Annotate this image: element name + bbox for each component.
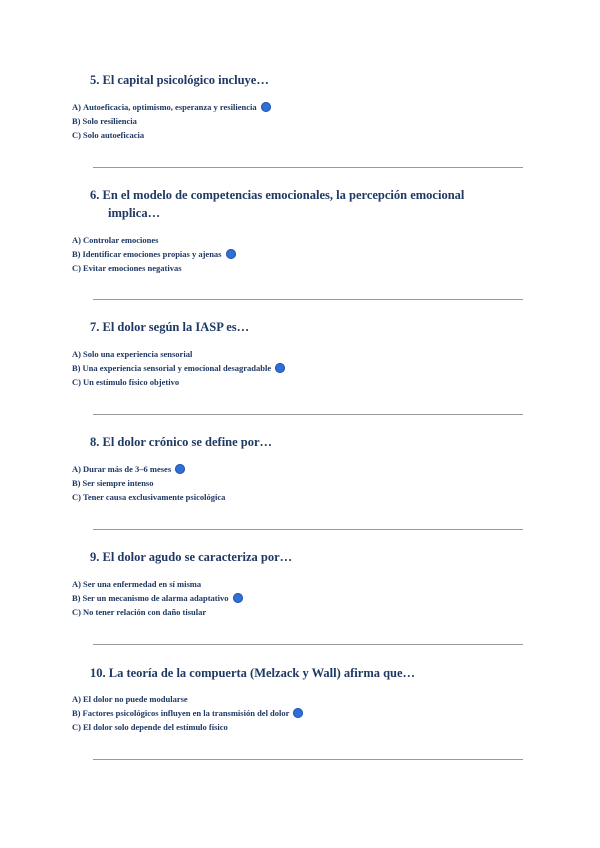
question-title-text: 7. El dolor según la IASP es… (90, 320, 250, 334)
option-a (72, 577, 243, 591)
option-a (72, 692, 303, 706)
option-text: Ser una enfermedad en sí misma (82, 579, 202, 589)
option-letter: A) (72, 464, 81, 474)
option-text: Un estímulo físico objetivo (82, 377, 180, 387)
correct-answer-dot-icon (233, 593, 243, 603)
option-b (72, 706, 303, 720)
option-c (72, 261, 236, 275)
option-letter: C) (72, 607, 81, 617)
divider (93, 644, 523, 645)
option-text: Solo una experiencia sensorial (82, 349, 193, 359)
option-letter: B) (72, 593, 81, 603)
option-b (72, 591, 243, 605)
option-letter: A) (72, 235, 81, 245)
question-title (90, 664, 500, 682)
option-c (72, 128, 271, 142)
option-letter: B) (72, 478, 81, 488)
option-letter: A) (72, 349, 81, 359)
option-list (72, 233, 236, 275)
option-list (72, 100, 271, 142)
correct-answer-dot-icon (261, 102, 271, 112)
option-b (72, 361, 285, 375)
question-title (90, 186, 500, 222)
option-text: Durar más de 3–6 meses (82, 464, 172, 474)
option-text: Solo autoeficacia (82, 130, 145, 140)
option-text: Ser siempre intenso (82, 478, 154, 488)
correct-answer-dot-icon (226, 249, 236, 259)
option-list (72, 347, 285, 389)
option-c (72, 605, 243, 619)
option-list (72, 577, 243, 619)
option-text: Tener causa exclusivamente psicológica (82, 492, 226, 502)
option-letter: C) (72, 722, 81, 732)
option-c (72, 375, 285, 389)
option-a (72, 462, 225, 476)
question-title-text: 9. El dolor agudo se caracteriza por… (90, 550, 293, 564)
option-text: No tener relación con daño tisular (82, 607, 207, 617)
option-letter: C) (72, 130, 81, 140)
question-title (90, 548, 500, 566)
option-text: Identificar emociones propias y ajenas (82, 249, 222, 259)
question-title-text: 6. En el modelo de competencias emocionales, la percepción emocional (90, 188, 465, 202)
option-text: El dolor no puede modularse (82, 694, 188, 704)
option-letter: B) (72, 708, 81, 718)
option-letter: B) (72, 249, 81, 259)
option-list (72, 462, 225, 504)
option-b (72, 114, 271, 128)
option-text: Factores psicológicos influyen en la transmisión del dolor (82, 708, 290, 718)
option-a (72, 233, 236, 247)
option-text: Evitar emociones negativas (82, 263, 182, 273)
question-title-text: 10. La teoría de la compuerta (Melzack y Wall) afirma que… (90, 666, 416, 680)
correct-answer-dot-icon (175, 464, 185, 474)
question-title-text: 5. El capital psicológico incluye… (90, 73, 269, 87)
option-letter: C) (72, 377, 81, 387)
option-text: Solo resiliencia (82, 116, 137, 126)
option-letter: A) (72, 694, 81, 704)
option-letter: C) (72, 492, 81, 502)
divider (93, 299, 523, 300)
question-title (90, 71, 500, 89)
option-a (72, 347, 285, 361)
divider (93, 529, 523, 530)
divider (93, 414, 523, 415)
question-title-text: 8. El dolor crónico se define por… (90, 435, 273, 449)
correct-answer-dot-icon (293, 708, 303, 718)
option-letter: B) (72, 116, 81, 126)
option-letter: C) (72, 263, 81, 273)
divider (93, 167, 523, 168)
option-c (72, 490, 225, 504)
option-text: Ser un mecanismo de alarma adaptativo (82, 593, 229, 603)
option-letter: B) (72, 363, 81, 373)
option-a (72, 100, 271, 114)
question-title-continuation: implica… (108, 206, 161, 220)
correct-answer-dot-icon (275, 363, 285, 373)
divider (93, 759, 523, 760)
option-c (72, 720, 303, 734)
option-text: El dolor solo depende del estímulo físico (82, 722, 228, 732)
option-letter: A) (72, 579, 81, 589)
option-text: Controlar emociones (82, 235, 159, 245)
question-title (90, 433, 500, 451)
option-text: Autoeficacia, optimismo, esperanza y resiliencia (82, 102, 257, 112)
option-list (72, 692, 303, 734)
option-letter: A) (72, 102, 81, 112)
option-text: Una experiencia sensorial y emocional desagradable (82, 363, 272, 373)
option-b (72, 247, 236, 261)
option-b (72, 476, 225, 490)
question-title (90, 318, 500, 336)
